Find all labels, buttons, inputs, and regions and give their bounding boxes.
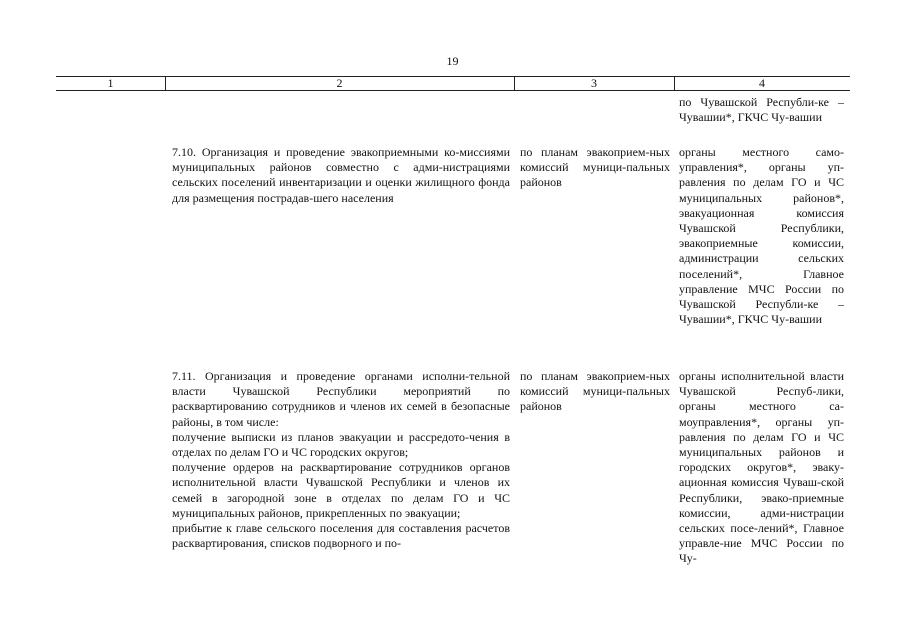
description-paragraph: получение выписки из планов эвакуации и рассредото-чения в отделах по делам ГО и ЧС городских округов;: [172, 429, 510, 460]
column-number-4: 4: [759, 76, 765, 90]
row-7-10-responsible: органы местного само-управления*, органы уп-равления по делам ГО и ЧС муниципальных районов*, эвакуационная комиссия Чувашской Республики, эвакоприемные комиссии, администрации сельских поселений*, Главное управление МЧС России по Чувашской Республи-ке – Чувашии*, ГКЧС Чу-вашии: [679, 145, 844, 327]
row-7-10-description: [172, 145, 510, 206]
header-bottom-rule: [56, 90, 850, 91]
description-paragraph: 7.11. Организация и проведение органами исполни-тельной власти Чувашской Республики мероприятий по расквартированию сотрудников и членов их семей в безопасные районы, в том числе:: [172, 369, 510, 429]
description-paragraph: 7.10. Организация и проведение эвакоприемными ко-миссиями муниципальных районов совместно с адми-нистрациями сельских поселений инвентаризации и оценки жилищного фонда для размещения пострадав-шего населения: [172, 145, 510, 205]
description-paragraph: прибытие к главе сельского поселения для составления расчетов расквартирования, списков подворного и по-: [172, 521, 510, 551]
column-number-2: 2: [336, 76, 343, 90]
row-7-10-schedule: по планам эвакоприем-ных комиссий муници-пальных районов: [520, 145, 670, 190]
row-7-11-description: [172, 369, 510, 551]
column-number-3: 3: [591, 76, 597, 90]
page-number: 19: [446, 54, 459, 68]
column-number-1: 1: [107, 76, 114, 90]
description-paragraph: получение ордеров на расквартирование сотрудников органов исполнительной власти Чувашской Республики и членов их семей в загородной зоне в отделах по делам ГО и ЧС муниципальных районов, прикрепленных по эвакуации;: [172, 460, 510, 520]
carryover-col4: по Чувашской Республи-ке – Чувашии*, ГКЧС Чу-вашии: [679, 95, 844, 125]
row-7-11-schedule: по планам эвакоприем-ных комиссий муници-пальных районов: [520, 369, 670, 414]
row-7-11-responsible: органы исполнительной власти Чувашской Респуб-лики, органы местного са-моуправления*, органы уп-равления по делам ГО и ЧС муниципальных районов и городских округов*, эваку-ационная комиссия Чуваш-ской Республики, эвако-приемные комиссии, адми-нистрации сельских посе-лений*, Главное управле-ние МЧС России по Чу-: [679, 369, 844, 566]
